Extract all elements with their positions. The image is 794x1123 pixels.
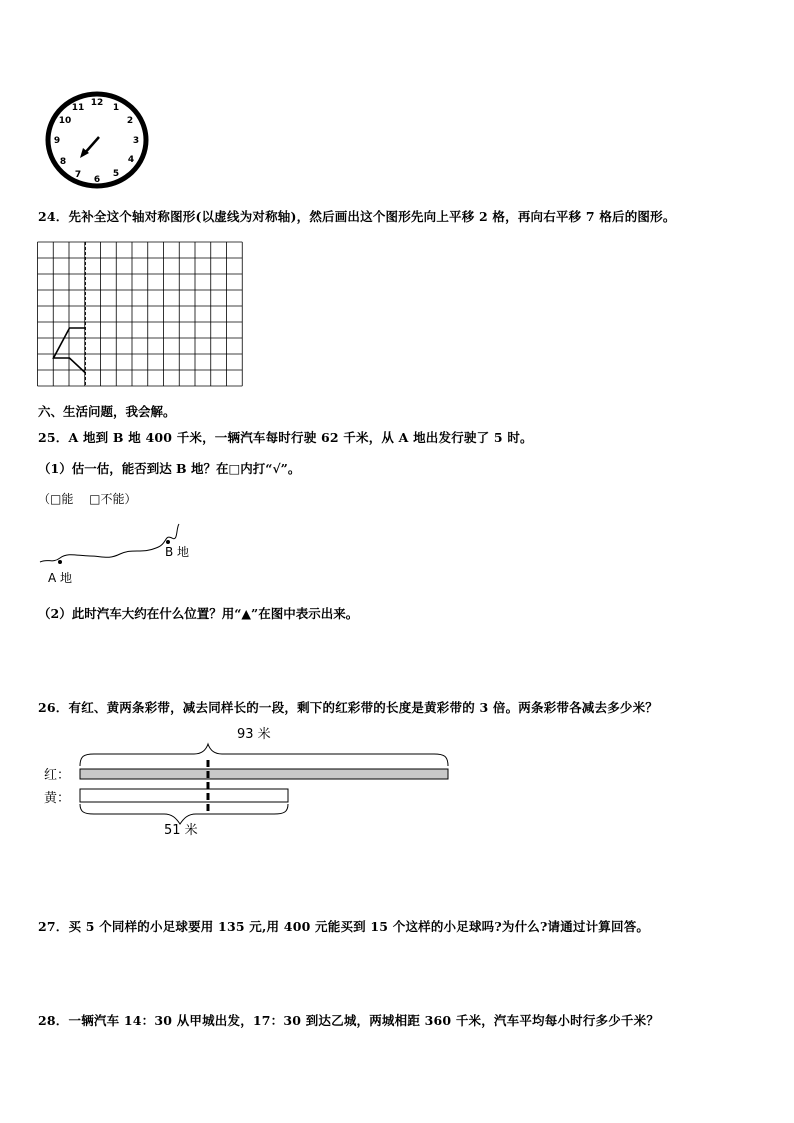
clock-figure [40,88,154,192]
point-a [58,560,62,564]
red-ribbon [80,769,448,779]
top-length-label: 93 米 [237,727,271,742]
label-a: A 地 [48,571,73,585]
yellow-ribbon [80,789,288,802]
point-b [166,540,170,544]
question-25-options[interactable]: （□能 □不能） [38,492,137,506]
half-shape [54,328,86,373]
question-26: 26．有红、黄两条彩带，减去同样长的一段，剩下的红彩带的长度是黄彩带的 3 倍。两条彩带各减去多少米？ [38,700,658,715]
route-path [40,524,179,562]
label-b: B 地 [165,545,190,559]
question-28: 28．一辆汽车 14：30 从甲城出发，17：30 到达乙城，两城相距 360 千米，汽车平均每小时行多少千米？ [38,1013,660,1028]
grid-lines [38,242,243,386]
question-24: 24．先补全这个轴对称图形(以虚线为对称轴)，然后画出这个图形先向上平移 2 格，再向右平移 7 格后的图形。 [38,209,676,224]
route-map [38,520,208,588]
clock-number-9: 9 [53,136,61,146]
question-27: 27．买 5 个同样的小足球要用 135 元,用 400 元能买到 15 个这样的小足球吗?为什么?请通过计算回答。 [38,919,650,934]
clock-number-3: 3 [132,136,140,146]
top-brace [80,744,448,766]
grid-figure [36,240,248,390]
clock-number-11: 11 [71,103,85,113]
clock-number-12: 12 [90,98,104,108]
clock-number-5: 5 [112,169,120,179]
clock-number-10: 10 [58,116,72,126]
clock-number-4: 4 [127,155,135,165]
ribbon-diagram [38,722,458,840]
bottom-length-label: 51 米 [164,823,198,838]
red-label: 红： [44,768,71,783]
question-25-part-1: （1）估一估，能否到达 B 地？在□内打“√”。 [38,461,301,476]
section-6-title: 六、生活问题，我会解。 [38,404,176,419]
clock-number-1: 1 [112,103,120,113]
clock-number-6: 6 [93,175,101,185]
yellow-label: 黄： [44,791,71,806]
bottom-brace [80,804,288,824]
clock-number-8: 8 [59,157,67,167]
question-25: 25．A 地到 B 地 400 千米，一辆汽车每时行驶 62 千米，从 A 地出发行驶了 5 时。 [38,430,533,445]
question-25-part-2: （2）此时汽车大约在什么位置？用“▲”在图中表示出来。 [38,606,359,621]
clock-number-7: 7 [74,170,82,180]
clock-number-2: 2 [126,116,134,126]
